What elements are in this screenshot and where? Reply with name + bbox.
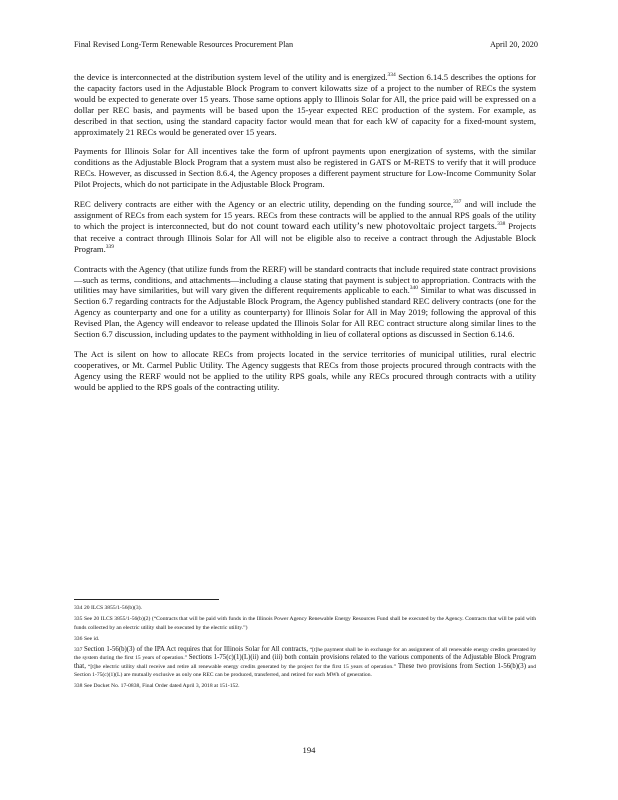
footnote-separator: [74, 599, 219, 600]
footnotes: [74, 604, 536, 694]
emphasized-text: Section 1-56(b)(3) of the IPA Act requires that for Illinois Solar for All contracts,: [84, 646, 308, 654]
footnote: [74, 682, 536, 690]
paragraph: [74, 349, 536, 393]
footnote-number: 338: [74, 683, 83, 690]
text-run: “[t]he payment shall be in exchange for an assignment of all renewable energy credits generated by the system during the first 15 years of operation.”: [74, 647, 536, 662]
running-header-title: Final Revised Long-Term Renewable Resources Procurement Plan: [74, 40, 294, 49]
page-number: 194: [302, 745, 316, 755]
footnote-number: 334: [74, 605, 83, 611]
footnote: [74, 646, 536, 679]
running-header-date: April 20, 2020: [490, 40, 538, 49]
text-run: and will include the assignment of RECs from each system for 15 years. RECs from these contracts will be applied to the annual RPS goals of the utility to which the project is interconnected,: [74, 199, 536, 231]
emphasized-text: These two provisions from Section 1-56(b)(3): [398, 662, 526, 670]
text-run: REC delivery contracts are either with the Agency or an electric utility, depending on the funding source,: [74, 199, 454, 210]
paragraph: [74, 264, 536, 340]
emphasized-text: Sections 1-75(c)(1)(L)(ii) and (iii) both contain provisions related to the various components of the Adjustable Block Program that,: [74, 654, 536, 670]
footnote: [74, 604, 536, 612]
text-run: 20 ILCS 3855/1-56(b)(3).: [84, 605, 142, 611]
paragraph: [74, 199, 536, 255]
text-run: Contracts with the Agency (that utilize funds from the RERF) will be standard contracts that include required state contract provisions—such as terms, conditions, and attachments—including a clause stating that payment is subject to appropriation. Contracts with the utilities may have similarities, but will vary given the different requirements applicable to each.: [74, 263, 536, 296]
text-run: See Docket No. 17-0838, Final Order dated April 3, 2018 at 151-152.: [84, 683, 240, 690]
text-run: Similar to what was discussed in Section 6.7 regarding contracts for the Adjustable Block Program, the Agency published standard REC delivery contracts (one for the Agency as counterparty and one for a utility as counterparty) for Illinois Solar for All in May 2019; following the approval of this Revised Plan, the Agency will endeavor to release updated the Illinois Solar for All REC contract structure along similar lines to the Section 6.7 discussion, including updates to the payment withholding in lieu of collateral options as discussed in Section 6.14.6.: [74, 285, 537, 340]
footnote-number: 335: [74, 616, 83, 623]
body-text: [74, 72, 536, 393]
text-run: the device is interconnected at the distribution system level of the utility and is energized.: [74, 72, 388, 82]
text-run: Section 6.14.5 describes the options for the capacity factors used in the Adjustable Block Program to convert kilowatts size of a project to the number of RECs the system would be expected to generate over 15 years. Those same options apply to Illinois Solar for All, the price paid will be expressed on a dollar per REC basis, and payments will be based upon the 15-year expected REC production of the system. For example, as described in that section, using the standard capacity factor would mean that for each kW of capacity for a fixed-mount system, approximately 21 RECs would be generated over 15 years.: [74, 72, 536, 137]
text-run: Projects that receive a contract through Illinois Solar for All will not be eligible also to receive a contract through the Adjustable Block Program.: [74, 220, 536, 254]
footnote-ref[interactable]: 340: [409, 285, 419, 292]
emphasized-text: but do not count toward each utility’s new photovoltaic project targets.: [212, 220, 498, 232]
footnote-number: 337: [74, 647, 83, 654]
footnote-ref[interactable]: 339: [105, 243, 114, 250]
text-run: See 20 ILCS 3855/1-56(b)(2) (“Contracts that will be paid with funds in the Illinois Power Agency Renewable Energy Resources Fund shall be executed by the Agency. Contracts that will be paid with funds collected by an electric utility shall be executed by the electric utility.”): [74, 616, 536, 631]
text-run: The Act is silent on how to allocate RECs from projects located in the service territories of municipal utilities, rural electric cooperatives, or Mt. Carmel Public Utility. The Agency suggests that RECs from those projects procured through contracts with the Agency using the RERF would not be applied to the utility RPS goals, while any RECs procured through contracts with a utility would be applied to the RPS goals of the contracting utility.: [74, 348, 536, 392]
footnote-ref[interactable]: 338: [497, 221, 506, 228]
paragraph: [74, 146, 536, 190]
text-run: See id.: [84, 635, 100, 642]
footnote-ref[interactable]: 337: [453, 199, 462, 206]
footnote-ref[interactable]: 334: [387, 72, 396, 79]
text-run: and Section 1-75(c)(1)(L) are mutually exclusive as only one REC can be produced, transferred, and retired for each MWh of generation.: [74, 663, 536, 679]
footnote-number: 336: [74, 635, 83, 642]
text-run: “[t]he electric utility shall receive and retire all renewable energy credits generated by the project for the first 15 years of operation.”: [85, 663, 399, 670]
text-run: Payments for Illinois Solar for All incentives take the form of upfront payments upon energization of systems, with the similar conditions as the Adjustable Block Program that a system must also be registered in GATS or M-RETS to verify that it will produce RECs. However, as discussed in Section 8.6.4, the Agency proposes a different payment structure for Low-Income Community Solar Pilot Projects, which do not participate in the Adjustable Block Program.: [74, 146, 536, 190]
footnote: [74, 635, 536, 643]
footnote: [74, 615, 536, 632]
paragraph: [74, 72, 536, 137]
